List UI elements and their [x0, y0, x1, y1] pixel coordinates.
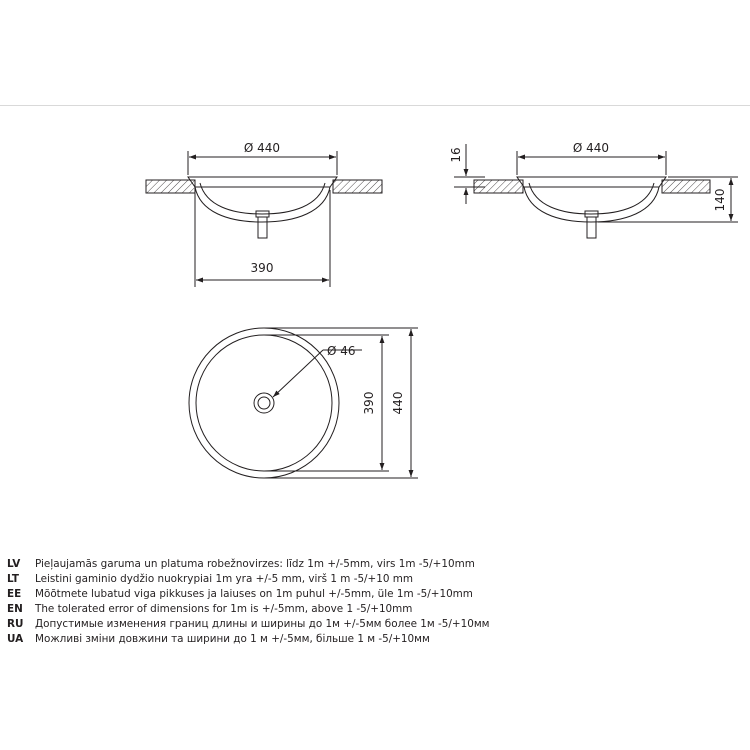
language-code: LT — [7, 573, 19, 585]
tolerance-text: Можливі зміни довжини та ширини до 1 м +/-5мм, більше 1 м -5/+10мм — [35, 633, 430, 645]
dim-label-140: 140 — [713, 188, 727, 212]
tolerance-note — [7, 632, 747, 647]
dim-label-440-top: 440 — [391, 391, 405, 415]
side-view-right — [454, 144, 738, 238]
dim-label-16: 16 — [449, 147, 463, 163]
language-code: EE — [7, 588, 22, 600]
top-view — [189, 328, 418, 478]
language-code: UA — [7, 633, 24, 645]
dim-label-390-top: 390 — [362, 391, 376, 415]
basin-inner-circle — [196, 335, 332, 471]
basin-bowl-inner-right — [529, 183, 654, 214]
language-code: RU — [7, 618, 24, 630]
tolerance-text: The tolerated error of dimensions for 1m is +/-5mm, above 1 -5/+10mm — [35, 603, 413, 615]
tolerance-note — [7, 602, 747, 617]
drain-leader — [273, 350, 323, 397]
tolerance-text: Mõõtmete lubatud viga pikkuses ja laiuses on 1m puhul +/-5mm, üle 1m -5/+10mm — [35, 588, 473, 600]
tolerance-note — [7, 587, 747, 602]
drain-inner-circle — [258, 397, 270, 409]
drain-pipe — [258, 217, 267, 238]
drain-outer-circle — [254, 393, 274, 413]
basin-rim — [188, 177, 337, 187]
dim-label-drain-46: Ø 46 — [327, 344, 356, 358]
countertop-left-slab — [146, 180, 195, 193]
countertop-right-slab-right — [662, 180, 710, 193]
tolerance-text: Допустимые изменения границ длины и ширины до 1м +/-5мм более 1м -5/+10мм — [35, 618, 490, 630]
basin-rim-right — [517, 177, 666, 187]
basin-bowl-inner — [200, 183, 325, 214]
dim-label-390-left: 390 — [250, 261, 274, 275]
language-code: EN — [7, 603, 23, 615]
drain-pipe-right — [587, 217, 596, 238]
language-code: LV — [7, 558, 21, 570]
dim-label-440-right: Ø 440 — [572, 141, 610, 155]
basin-outer-circle — [189, 328, 339, 478]
tolerance-notes — [7, 557, 747, 647]
tolerance-text: Leistini gaminio dydžio nuokrypiai 1m yra +/-5 mm, virš 1 m -5/+10 mm — [35, 573, 414, 585]
tolerance-note — [7, 572, 747, 587]
tolerance-note — [7, 557, 747, 572]
tolerance-note — [7, 617, 747, 632]
countertop-right-slab — [333, 180, 382, 193]
tolerance-text: Pieļaujamās garuma un platuma robežnovirzes: līdz 1m +/-5mm, virs 1m -5/+10mm — [35, 558, 475, 570]
dim-label-440-left: Ø 440 — [243, 141, 281, 155]
